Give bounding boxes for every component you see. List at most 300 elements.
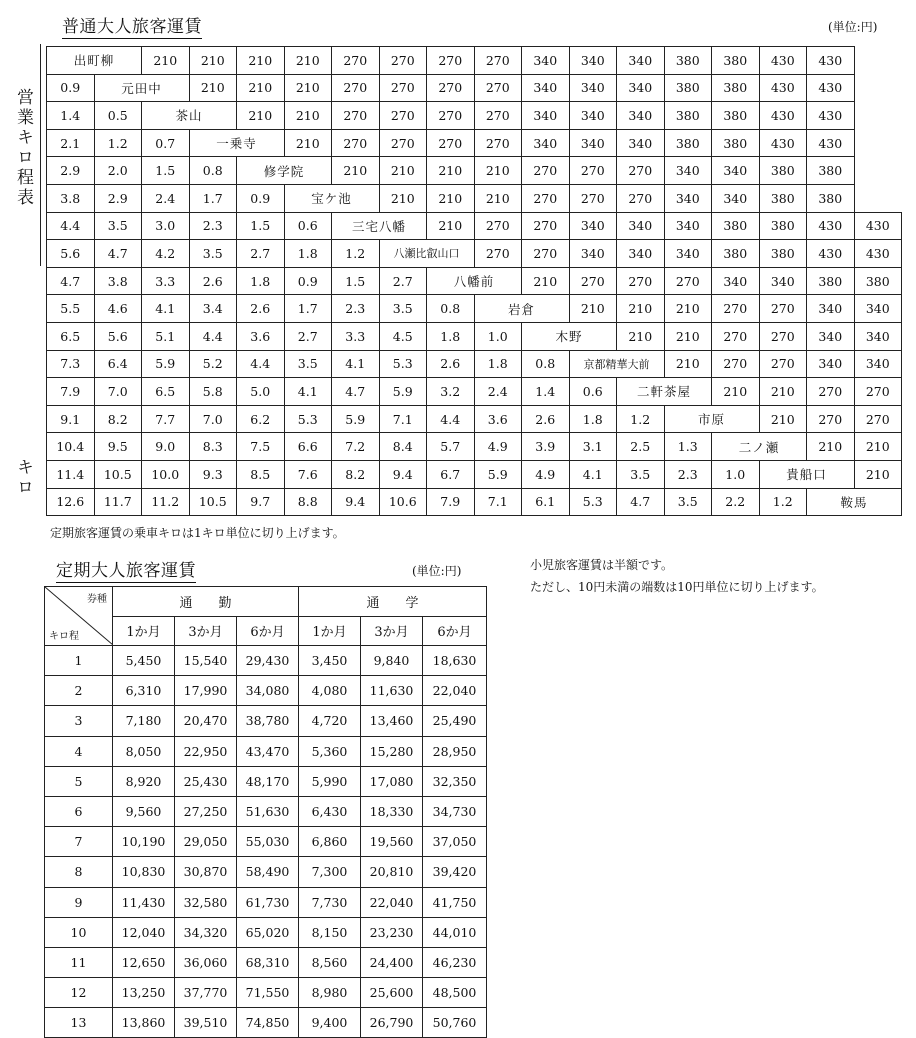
fare-cell: 430 <box>759 74 807 102</box>
fare-cell: 210 <box>854 433 902 461</box>
distance-km-cell: 3.6 <box>237 322 285 350</box>
pass-fare-cell: 51,630 <box>237 796 299 826</box>
distance-km-cell: 6.7 <box>427 460 475 488</box>
distance-km-cell: 5.6 <box>47 240 95 268</box>
pass-fare-cell: 8,560 <box>299 947 361 977</box>
fare-cell: 210 <box>664 295 712 323</box>
pass-fare-cell: 50,760 <box>423 1008 487 1038</box>
distance-km-cell: 2.9 <box>94 184 142 212</box>
pass-fare-cell: 32,350 <box>423 766 487 796</box>
station-name: 二ノ瀬 <box>712 433 807 461</box>
pass-fare-cell: 20,810 <box>361 857 423 887</box>
distance-km-cell: 3.2 <box>427 378 475 406</box>
station-name: 鞍馬 <box>807 488 902 516</box>
distance-km-cell: 4.4 <box>189 322 237 350</box>
distance-km-cell: 9.1 <box>47 405 95 433</box>
fare-cell: 270 <box>617 267 665 295</box>
distance-km-cell: 10.6 <box>379 488 427 516</box>
distance-km-cell: 1.0 <box>474 322 522 350</box>
distance-km-cell: 1.5 <box>142 157 190 185</box>
distance-km-cell: 4.7 <box>332 378 380 406</box>
pass-fare-cell: 44,010 <box>423 917 487 947</box>
pass-fare-cell: 68,310 <box>237 947 299 977</box>
pass-row <box>45 736 487 766</box>
fare-cell: 210 <box>379 157 427 185</box>
distance-km-cell: 0.8 <box>522 350 570 378</box>
distance-km-cell: 9.4 <box>332 488 380 516</box>
pass-km-cell: 3 <box>45 706 113 736</box>
distance-km-cell: 8.8 <box>284 488 332 516</box>
fare-cell: 270 <box>807 378 855 406</box>
period-header: 6か月 <box>237 616 299 646</box>
pass-row <box>45 917 487 947</box>
distance-km-cell: 0.6 <box>284 212 332 240</box>
fare-cell: 380 <box>664 47 712 75</box>
fare-cell: 270 <box>617 157 665 185</box>
fare-cell: 210 <box>237 74 285 102</box>
pass-row <box>45 706 487 736</box>
distance-km-cell: 4.7 <box>617 488 665 516</box>
fare-cell: 380 <box>712 129 760 157</box>
pass-fare-cell: 5,990 <box>299 766 361 796</box>
fare-cell: 210 <box>427 157 475 185</box>
fare-cell: 380 <box>712 74 760 102</box>
fare-cell: 270 <box>332 102 380 130</box>
fare-cell: 270 <box>474 74 522 102</box>
pass-fare-cell: 13,860 <box>113 1008 175 1038</box>
fare-row <box>47 405 902 433</box>
pass-fare-cell: 19,560 <box>361 827 423 857</box>
pass-fare-cell: 25,600 <box>361 978 423 1008</box>
fare-cell: 430 <box>759 102 807 130</box>
fare-cell: 340 <box>712 267 760 295</box>
distance-km-cell: 1.3 <box>664 433 712 461</box>
fare-cell: 340 <box>759 267 807 295</box>
distance-km-cell: 2.7 <box>379 267 427 295</box>
distance-km-cell: 1.0 <box>712 460 760 488</box>
pass-fare-cell: 22,950 <box>175 736 237 766</box>
fare-cell: 270 <box>332 47 380 75</box>
fare-cell: 270 <box>332 129 380 157</box>
fare-row <box>47 184 902 212</box>
fare-cell: 380 <box>712 212 760 240</box>
pass-fare-cell: 17,990 <box>175 676 237 706</box>
fare-cell: 430 <box>807 47 855 75</box>
group-header-school: 通 学 <box>299 587 487 617</box>
fare-cell: 340 <box>522 129 570 157</box>
distance-km-cell: 4.4 <box>47 212 95 240</box>
fare-cell: 340 <box>664 157 712 185</box>
distance-km-cell: 2.7 <box>237 240 285 268</box>
pass-row <box>45 827 487 857</box>
station-name: 茶山 <box>142 102 237 130</box>
station-name: 八瀬比叡山口 <box>379 240 474 268</box>
pass-km-cell: 13 <box>45 1008 113 1038</box>
station-name: 貴船口 <box>759 460 854 488</box>
station-name: 元田中 <box>94 74 189 102</box>
pass-fare-cell: 8,050 <box>113 736 175 766</box>
pass-fare-cell: 46,230 <box>423 947 487 977</box>
pass-fare-cell: 48,500 <box>423 978 487 1008</box>
distance-km-cell: 4.1 <box>569 460 617 488</box>
pass-fare-cell: 39,510 <box>175 1008 237 1038</box>
distance-km-cell: 1.2 <box>759 488 807 516</box>
fare-cell: 340 <box>617 74 665 102</box>
pass-fare-cell: 38,780 <box>237 706 299 736</box>
pass-fare-cell: 37,770 <box>175 978 237 1008</box>
fare-cell: 270 <box>854 378 902 406</box>
distance-km-cell: 5.5 <box>47 295 95 323</box>
distance-km-cell: 1.8 <box>237 267 285 295</box>
distance-km-cell: 5.0 <box>237 378 285 406</box>
fare-cell: 270 <box>379 129 427 157</box>
distance-km-cell: 1.8 <box>427 322 475 350</box>
distance-km-cell: 2.4 <box>474 378 522 406</box>
distance-km-cell: 7.9 <box>47 378 95 406</box>
fare-row <box>47 350 902 378</box>
fare-cell: 380 <box>712 240 760 268</box>
pass-fare-cell: 5,360 <box>299 736 361 766</box>
station-name: 出町柳 <box>47 47 142 75</box>
distance-km-cell: 3.3 <box>332 322 380 350</box>
pass-row <box>45 1008 487 1038</box>
pass-fare-cell: 58,490 <box>237 857 299 887</box>
pass-fare-cell: 41,750 <box>423 887 487 917</box>
fare-cell: 270 <box>617 184 665 212</box>
distance-km-cell: 11.7 <box>94 488 142 516</box>
distance-km-cell: 3.5 <box>664 488 712 516</box>
kilo-side-label: キロ <box>13 458 33 498</box>
fare-row <box>47 460 902 488</box>
fare-cell: 340 <box>569 212 617 240</box>
fare-cell: 270 <box>474 240 522 268</box>
distance-km-cell: 1.2 <box>94 129 142 157</box>
distance-km-cell: 2.6 <box>189 267 237 295</box>
distance-km-cell: 6.6 <box>284 433 332 461</box>
distance-km-cell: 5.3 <box>569 488 617 516</box>
fare-cell: 210 <box>284 129 332 157</box>
fare-cell: 270 <box>427 102 475 130</box>
pass-fare-cell: 22,040 <box>361 887 423 917</box>
fare-cell: 340 <box>617 129 665 157</box>
distance-km-cell: 4.5 <box>379 322 427 350</box>
fare-cell: 270 <box>427 129 475 157</box>
period-header: 6か月 <box>423 616 487 646</box>
fare-cell: 210 <box>189 47 237 75</box>
pass-fare-cell: 18,630 <box>423 646 487 676</box>
distance-km-cell: 4.7 <box>94 240 142 268</box>
fare-cell: 430 <box>807 240 855 268</box>
pass-row <box>45 947 487 977</box>
distance-km-cell: 9.7 <box>237 488 285 516</box>
corner-label-km: キロ程 <box>49 631 79 642</box>
pass-fare-cell: 7,180 <box>113 706 175 736</box>
pass-fare-cell: 25,430 <box>175 766 237 796</box>
pass-fare-cell: 30,870 <box>175 857 237 887</box>
fare-cell: 270 <box>379 47 427 75</box>
pass-km-cell: 12 <box>45 978 113 1008</box>
fare-row <box>47 102 902 130</box>
pass-km-cell: 4 <box>45 736 113 766</box>
fare-cell: 210 <box>284 47 332 75</box>
fare-cell: 430 <box>759 129 807 157</box>
distance-km-cell: 6.4 <box>94 350 142 378</box>
distance-km-cell: 9.3 <box>189 460 237 488</box>
distance-km-cell: 9.4 <box>379 460 427 488</box>
pass-fare-cell: 39,420 <box>423 857 487 887</box>
fare-cell: 340 <box>617 47 665 75</box>
pass-fare-cell: 7,300 <box>299 857 361 887</box>
distance-km-cell: 1.7 <box>284 295 332 323</box>
pass-fare-cell: 28,950 <box>423 736 487 766</box>
pass-fare-cell: 12,040 <box>113 917 175 947</box>
pass-fare-cell: 23,230 <box>361 917 423 947</box>
distance-km-cell: 1.8 <box>284 240 332 268</box>
pass-fare-cell: 34,320 <box>175 917 237 947</box>
distance-km-cell: 7.0 <box>94 378 142 406</box>
pass-km-cell: 10 <box>45 917 113 947</box>
pass-fare-cell: 4,080 <box>299 676 361 706</box>
distance-km-cell: 10.0 <box>142 460 190 488</box>
distance-km-cell: 7.1 <box>379 405 427 433</box>
pass-fare-cell: 61,730 <box>237 887 299 917</box>
pass-fare-cell: 6,310 <box>113 676 175 706</box>
fare-cell: 340 <box>617 212 665 240</box>
station-name: 三宅八幡 <box>332 212 427 240</box>
distance-km-cell: 3.8 <box>94 267 142 295</box>
distance-km-cell: 5.3 <box>284 405 332 433</box>
pass-fare-cell: 37,050 <box>423 827 487 857</box>
fare-row <box>47 74 902 102</box>
fare-cell: 210 <box>237 47 285 75</box>
pass-fare-cell: 7,730 <box>299 887 361 917</box>
fare-cell: 430 <box>807 129 855 157</box>
pass-fare-cell: 15,280 <box>361 736 423 766</box>
pass-row <box>45 646 487 676</box>
fare-cell: 380 <box>854 267 902 295</box>
pass-fare-cell: 26,790 <box>361 1008 423 1038</box>
fare-cell: 270 <box>807 405 855 433</box>
fare-cell: 340 <box>569 240 617 268</box>
distance-km-cell: 7.2 <box>332 433 380 461</box>
fare-cell: 270 <box>474 102 522 130</box>
distance-km-cell: 2.9 <box>47 157 95 185</box>
station-name: 八幡前 <box>427 267 522 295</box>
fare-cell: 210 <box>569 295 617 323</box>
distance-km-cell: 7.7 <box>142 405 190 433</box>
pass-fare-cell: 13,250 <box>113 978 175 1008</box>
pass-fare-cell: 22,040 <box>423 676 487 706</box>
pass-km-cell: 2 <box>45 676 113 706</box>
pass-unit: (単位:円) <box>412 564 462 578</box>
pass-row <box>45 887 487 917</box>
fare-cell: 340 <box>854 350 902 378</box>
fare-row <box>47 240 902 268</box>
distance-km-cell: 2.1 <box>47 129 95 157</box>
fare-cell: 380 <box>807 267 855 295</box>
distance-km-cell: 5.1 <box>142 322 190 350</box>
fare-cell: 210 <box>617 322 665 350</box>
distance-km-cell: 6.2 <box>237 405 285 433</box>
station-name: 木野 <box>522 322 617 350</box>
distance-km-cell: 4.9 <box>474 433 522 461</box>
pass-fare-cell: 11,630 <box>361 676 423 706</box>
distance-km-cell: 5.9 <box>474 460 522 488</box>
distance-km-cell: 8.3 <box>189 433 237 461</box>
pass-fare-cell: 25,490 <box>423 706 487 736</box>
distance-km-cell: 2.0 <box>94 157 142 185</box>
distance-km-cell: 8.5 <box>237 460 285 488</box>
distance-km-cell: 0.7 <box>142 129 190 157</box>
pass-fare-cell: 48,170 <box>237 766 299 796</box>
fare-row <box>47 378 902 406</box>
pass-fare-cell: 55,030 <box>237 827 299 857</box>
distance-km-cell: 0.9 <box>237 184 285 212</box>
fare-cell: 210 <box>474 157 522 185</box>
pass-fare-cell: 11,430 <box>113 887 175 917</box>
fare-cell: 210 <box>284 102 332 130</box>
fare-cell: 210 <box>332 157 380 185</box>
fare-unit: (単位:円) <box>828 20 878 34</box>
fare-cell: 380 <box>759 157 807 185</box>
fare-cell: 270 <box>712 350 760 378</box>
pass-fare-cell: 17,080 <box>361 766 423 796</box>
pass-km-cell: 5 <box>45 766 113 796</box>
pass-fare-cell: 10,830 <box>113 857 175 887</box>
distance-km-cell: 8.2 <box>94 405 142 433</box>
distance-km-cell: 6.5 <box>47 322 95 350</box>
fare-cell: 210 <box>759 405 807 433</box>
distance-km-cell: 5.8 <box>189 378 237 406</box>
fare-cell: 270 <box>712 295 760 323</box>
distance-km-cell: 5.9 <box>379 378 427 406</box>
fare-cell: 340 <box>617 102 665 130</box>
fare-cell: 380 <box>664 74 712 102</box>
distance-km-cell: 2.3 <box>664 460 712 488</box>
distance-km-cell: 10.4 <box>47 433 95 461</box>
distance-km-cell: 8.2 <box>332 460 380 488</box>
station-name: 二軒茶屋 <box>617 378 712 406</box>
distance-km-cell: 1.8 <box>569 405 617 433</box>
station-name: 市原 <box>664 405 759 433</box>
distance-km-cell: 4.4 <box>237 350 285 378</box>
fare-cell: 340 <box>854 322 902 350</box>
distance-km-cell: 4.1 <box>284 378 332 406</box>
distance-km-cell: 5.3 <box>379 350 427 378</box>
child-note-1: 小児旅客運賃は半額です。 <box>530 558 674 572</box>
fare-cell: 430 <box>807 74 855 102</box>
distance-km-cell: 2.7 <box>284 322 332 350</box>
fare-cell: 270 <box>427 74 475 102</box>
pass-fare-cell: 15,540 <box>175 646 237 676</box>
distance-km-cell: 0.6 <box>569 378 617 406</box>
fare-cell: 340 <box>569 47 617 75</box>
pass-corner-header <box>45 587 113 646</box>
fare-cell: 340 <box>807 295 855 323</box>
distance-km-cell: 1.4 <box>47 102 95 130</box>
fare-cell: 380 <box>759 184 807 212</box>
pass-fare-table <box>44 586 487 1038</box>
fare-cell: 210 <box>427 212 475 240</box>
distance-km-cell: 0.9 <box>284 267 332 295</box>
pass-fare-cell: 6,860 <box>299 827 361 857</box>
pass-row <box>45 978 487 1008</box>
distance-km-cell: 7.9 <box>427 488 475 516</box>
distance-km-cell: 5.7 <box>427 433 475 461</box>
fare-cell: 270 <box>522 157 570 185</box>
fare-cell: 210 <box>664 322 712 350</box>
distance-km-cell: 5.9 <box>142 350 190 378</box>
distance-km-cell: 10.5 <box>94 460 142 488</box>
distance-km-cell: 4.1 <box>332 350 380 378</box>
distance-km-cell: 0.9 <box>47 74 95 102</box>
fare-cell: 270 <box>427 47 475 75</box>
pass-fare-cell: 4,720 <box>299 706 361 736</box>
pass-fare-cell: 3,450 <box>299 646 361 676</box>
fare-cell: 340 <box>617 240 665 268</box>
distance-km-cell: 2.6 <box>522 405 570 433</box>
distance-km-cell: 7.3 <box>47 350 95 378</box>
distance-km-cell: 2.2 <box>712 488 760 516</box>
distance-km-cell: 1.2 <box>617 405 665 433</box>
fare-cell: 430 <box>759 47 807 75</box>
distance-km-cell: 8.4 <box>379 433 427 461</box>
distance-km-cell: 9.5 <box>94 433 142 461</box>
fare-cell: 340 <box>712 157 760 185</box>
period-header: 1か月 <box>113 616 175 646</box>
fare-cell: 210 <box>617 295 665 323</box>
pass-fare-cell: 18,330 <box>361 796 423 826</box>
distance-km-cell: 9.0 <box>142 433 190 461</box>
pass-fare-cell: 13,460 <box>361 706 423 736</box>
distance-km-cell: 3.5 <box>379 295 427 323</box>
distance-km-cell: 4.1 <box>142 295 190 323</box>
km-side-label: 営業キロ程表 <box>13 88 33 208</box>
distance-km-cell: 7.1 <box>474 488 522 516</box>
distance-km-cell: 4.6 <box>94 295 142 323</box>
distance-km-cell: 7.6 <box>284 460 332 488</box>
fare-note: 定期旅客運賃の乗車キロは1キロ単位に切り上げます。 <box>50 526 345 540</box>
fare-row <box>47 433 902 461</box>
fare-cell: 430 <box>854 212 902 240</box>
pass-row <box>45 676 487 706</box>
distance-km-cell: 2.6 <box>427 350 475 378</box>
pass-fare-cell: 29,050 <box>175 827 237 857</box>
distance-km-cell: 1.5 <box>332 267 380 295</box>
fare-cell: 380 <box>664 129 712 157</box>
fare-row <box>47 212 902 240</box>
distance-km-cell: 2.3 <box>332 295 380 323</box>
fare-cell: 380 <box>712 102 760 130</box>
pass-km-cell: 11 <box>45 947 113 977</box>
station-name: 修学院 <box>237 157 332 185</box>
pass-fare-cell: 10,190 <box>113 827 175 857</box>
fare-cell: 340 <box>854 295 902 323</box>
period-header: 3か月 <box>175 616 237 646</box>
fare-cell: 270 <box>474 212 522 240</box>
distance-km-cell: 4.2 <box>142 240 190 268</box>
fare-cell: 340 <box>807 322 855 350</box>
distance-km-cell: 7.5 <box>237 433 285 461</box>
fare-cell: 340 <box>664 212 712 240</box>
fare-cell: 210 <box>854 460 902 488</box>
pass-fare-cell: 9,560 <box>113 796 175 826</box>
distance-km-cell: 11.2 <box>142 488 190 516</box>
fare-cell: 430 <box>854 240 902 268</box>
fare-cell: 270 <box>759 350 807 378</box>
fare-cell: 270 <box>474 47 522 75</box>
fare-row <box>47 322 902 350</box>
